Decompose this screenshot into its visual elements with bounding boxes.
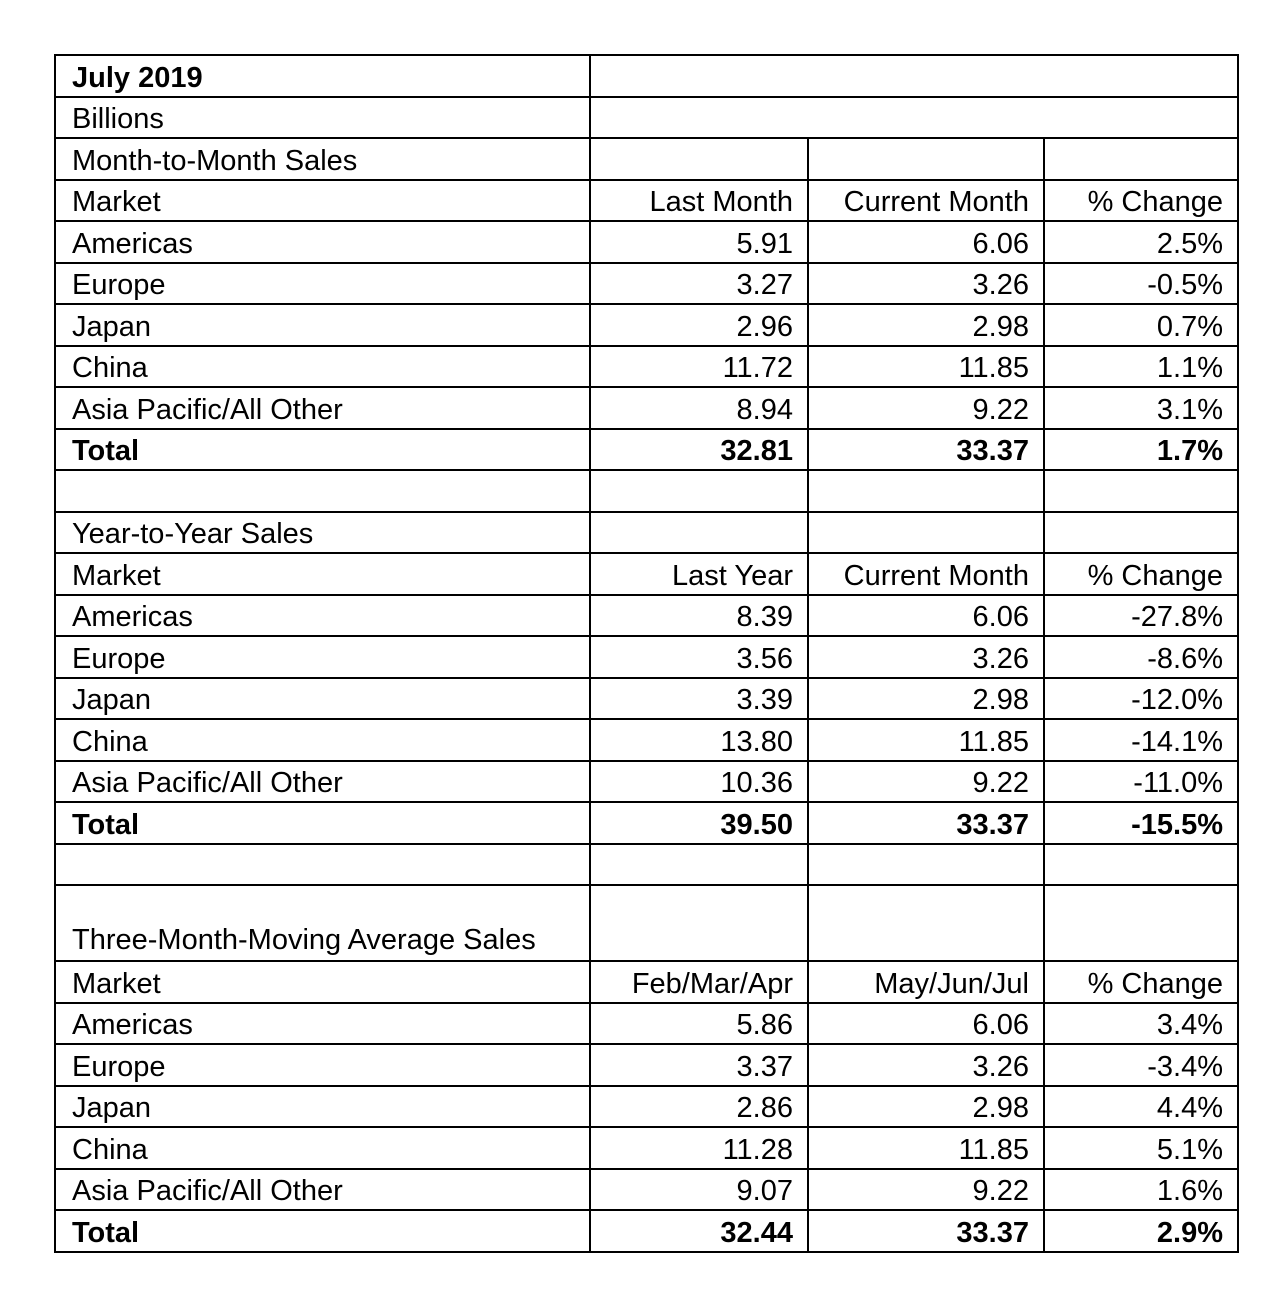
- value-cell: -0.5%: [1044, 263, 1238, 305]
- value-cell: 3.26: [808, 263, 1044, 305]
- value-cell: 6.06: [808, 1003, 1044, 1045]
- empty-cell: [808, 470, 1044, 512]
- value-cell: 3.26: [808, 636, 1044, 678]
- total-row: [55, 1210, 1238, 1252]
- value-cell: 8.94: [590, 387, 808, 429]
- column-header-current-month: Current Month: [808, 553, 1044, 595]
- value-cell: 5.86: [590, 1003, 808, 1045]
- value-cell: 2.98: [808, 1086, 1044, 1128]
- table-row: [55, 1044, 1238, 1086]
- table-row: [55, 678, 1238, 720]
- table-row: [55, 387, 1238, 429]
- table-row: [55, 719, 1238, 761]
- empty-cell: [1044, 138, 1238, 180]
- value-cell: -27.8%: [1044, 595, 1238, 637]
- column-header-change: % Change: [1044, 180, 1238, 222]
- column-header-market: Market: [55, 961, 590, 1003]
- sales-table-body: [55, 55, 1238, 1252]
- spacer-row: [55, 844, 1238, 886]
- value-cell: 11.28: [590, 1127, 808, 1169]
- market-cell: Asia Pacific/All Other: [55, 387, 590, 429]
- empty-cell: [1044, 470, 1238, 512]
- total-value-cell: 32.81: [590, 429, 808, 471]
- value-cell: 11.85: [808, 346, 1044, 388]
- value-cell: 11.85: [808, 1127, 1044, 1169]
- column-header-market: Market: [55, 553, 590, 595]
- empty-cell: [590, 470, 808, 512]
- table-row: [55, 346, 1238, 388]
- market-cell: Europe: [55, 636, 590, 678]
- value-cell: 10.36: [590, 761, 808, 803]
- market-cell: Asia Pacific/All Other: [55, 1169, 590, 1211]
- section-title: Month-to-Month Sales: [55, 138, 590, 180]
- report-title-row: [55, 55, 1238, 97]
- value-cell: 5.91: [590, 221, 808, 263]
- table-row: [55, 1169, 1238, 1211]
- empty-cell: [590, 512, 808, 554]
- empty-cell: [1044, 885, 1238, 961]
- empty-cell: [590, 55, 1238, 97]
- value-cell: 3.56: [590, 636, 808, 678]
- value-cell: 2.5%: [1044, 221, 1238, 263]
- value-cell: 6.06: [808, 595, 1044, 637]
- market-cell: Japan: [55, 304, 590, 346]
- value-cell: 1.6%: [1044, 1169, 1238, 1211]
- value-cell: 3.1%: [1044, 387, 1238, 429]
- units-label: Billions: [55, 97, 590, 139]
- total-row: [55, 429, 1238, 471]
- total-value-cell: 33.37: [808, 802, 1044, 844]
- units-row: [55, 97, 1238, 139]
- market-cell: Americas: [55, 595, 590, 637]
- column-header-row: [55, 553, 1238, 595]
- value-cell: 1.1%: [1044, 346, 1238, 388]
- column-header-last-month: Last Month: [590, 180, 808, 222]
- total-row: [55, 802, 1238, 844]
- value-cell: 11.72: [590, 346, 808, 388]
- column-header-row: [55, 180, 1238, 222]
- column-header-row: [55, 961, 1238, 1003]
- section-title-row: [55, 138, 1238, 180]
- value-cell: 2.98: [808, 678, 1044, 720]
- empty-cell: [590, 138, 808, 180]
- total-value-cell: 2.9%: [1044, 1210, 1238, 1252]
- total-value-cell: 33.37: [808, 1210, 1044, 1252]
- table-row: [55, 636, 1238, 678]
- market-cell: Europe: [55, 263, 590, 305]
- total-value-cell: 1.7%: [1044, 429, 1238, 471]
- value-cell: 3.39: [590, 678, 808, 720]
- total-value-cell: 39.50: [590, 802, 808, 844]
- empty-cell: [590, 97, 1238, 139]
- empty-cell: [808, 844, 1044, 886]
- market-cell: Americas: [55, 1003, 590, 1045]
- value-cell: 5.1%: [1044, 1127, 1238, 1169]
- table-row: [55, 1127, 1238, 1169]
- value-cell: 2.96: [590, 304, 808, 346]
- value-cell: 11.85: [808, 719, 1044, 761]
- value-cell: 9.22: [808, 761, 1044, 803]
- report-title: July 2019: [55, 55, 590, 97]
- value-cell: 8.39: [590, 595, 808, 637]
- section-title: Three-Month-Moving Average Sales: [55, 885, 590, 961]
- empty-cell: [55, 844, 590, 886]
- total-label: Total: [55, 429, 590, 471]
- value-cell: 9.22: [808, 1169, 1044, 1211]
- column-header-change: % Change: [1044, 553, 1238, 595]
- value-cell: 9.07: [590, 1169, 808, 1211]
- empty-cell: [55, 470, 590, 512]
- total-value-cell: -15.5%: [1044, 802, 1238, 844]
- market-cell: Japan: [55, 678, 590, 720]
- total-label: Total: [55, 1210, 590, 1252]
- column-header-market: Market: [55, 180, 590, 222]
- table-row: [55, 761, 1238, 803]
- table-row: [55, 1003, 1238, 1045]
- column-header-current-month: Current Month: [808, 180, 1044, 222]
- column-header-may-jun-jul: May/Jun/Jul: [808, 961, 1044, 1003]
- value-cell: -3.4%: [1044, 1044, 1238, 1086]
- empty-cell: [808, 512, 1044, 554]
- market-cell: China: [55, 719, 590, 761]
- column-header-feb-mar-apr: Feb/Mar/Apr: [590, 961, 808, 1003]
- value-cell: 13.80: [590, 719, 808, 761]
- market-cell: Americas: [55, 221, 590, 263]
- section-title: Year-to-Year Sales: [55, 512, 590, 554]
- market-cell: China: [55, 1127, 590, 1169]
- value-cell: -8.6%: [1044, 636, 1238, 678]
- value-cell: 3.4%: [1044, 1003, 1238, 1045]
- value-cell: 2.98: [808, 304, 1044, 346]
- empty-cell: [590, 844, 808, 886]
- table-row: [55, 1086, 1238, 1128]
- value-cell: 6.06: [808, 221, 1044, 263]
- column-header-change: % Change: [1044, 961, 1238, 1003]
- total-value-cell: 32.44: [590, 1210, 808, 1252]
- empty-cell: [808, 138, 1044, 180]
- value-cell: 3.27: [590, 263, 808, 305]
- value-cell: -14.1%: [1044, 719, 1238, 761]
- value-cell: 4.4%: [1044, 1086, 1238, 1128]
- market-cell: Europe: [55, 1044, 590, 1086]
- value-cell: -12.0%: [1044, 678, 1238, 720]
- total-value-cell: 33.37: [808, 429, 1044, 471]
- table-row: [55, 304, 1238, 346]
- empty-cell: [1044, 512, 1238, 554]
- table-row: [55, 595, 1238, 637]
- value-cell: 0.7%: [1044, 304, 1238, 346]
- section-title-row: [55, 885, 1238, 961]
- empty-cell: [590, 885, 808, 961]
- market-cell: China: [55, 346, 590, 388]
- total-label: Total: [55, 802, 590, 844]
- value-cell: -11.0%: [1044, 761, 1238, 803]
- market-cell: Asia Pacific/All Other: [55, 761, 590, 803]
- empty-cell: [808, 885, 1044, 961]
- spacer-row: [55, 470, 1238, 512]
- value-cell: 3.26: [808, 1044, 1044, 1086]
- column-header-last-year: Last Year: [590, 553, 808, 595]
- value-cell: 9.22: [808, 387, 1044, 429]
- sales-table: [54, 54, 1239, 1253]
- section-title-row: [55, 512, 1238, 554]
- table-row: [55, 263, 1238, 305]
- value-cell: 3.37: [590, 1044, 808, 1086]
- table-row: [55, 221, 1238, 263]
- market-cell: Japan: [55, 1086, 590, 1128]
- value-cell: 2.86: [590, 1086, 808, 1128]
- empty-cell: [1044, 844, 1238, 886]
